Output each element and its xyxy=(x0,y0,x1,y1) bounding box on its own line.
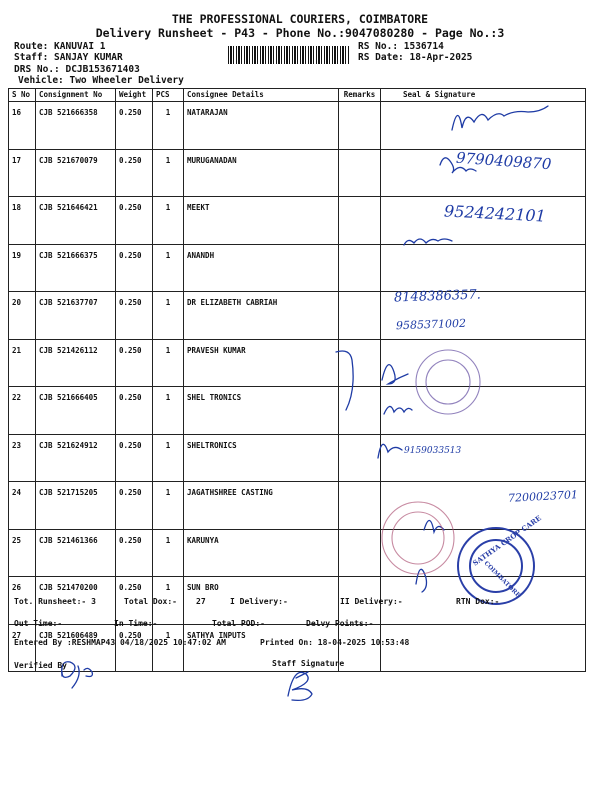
cell-weight: 0.250 xyxy=(116,292,153,340)
printed-on: Printed On: 18-04-2025 10:53:48 xyxy=(260,638,410,647)
cell-sno: 25 xyxy=(9,529,36,577)
handwritten-phone-18: 9524242101 xyxy=(443,201,547,226)
cell-pcs: 1 xyxy=(153,102,184,150)
runsheet-subtitle: Delivery Runsheet - P43 - Phone No.:9047080280 - Page No.:3 xyxy=(95,26,505,40)
cell-consignee: NATARAJAN xyxy=(184,102,339,150)
cell-weight: 0.250 xyxy=(116,339,153,387)
stamp-city: COIMBATORE xyxy=(482,560,522,599)
i-delivery-label: I Delivery:- xyxy=(230,597,288,606)
col-pcs: PCS xyxy=(153,89,184,102)
cell-consignee: SATHYA INPUTS xyxy=(184,624,339,672)
verified-by-label: Verified By xyxy=(14,661,67,670)
cell-pcs: 1 xyxy=(153,149,184,197)
stamp-text: SATHYA CROP CARE xyxy=(470,513,543,568)
cell-consignee: ANANDH xyxy=(184,244,339,292)
vehicle-label: Vehicle: Two Wheeler Delivery xyxy=(18,75,184,86)
out-time-label: Out Time:- xyxy=(14,619,63,628)
cell-weight: 0.250 xyxy=(116,387,153,435)
cell-weight: 0.250 xyxy=(116,529,153,577)
cell-weight: 0.250 xyxy=(116,624,153,672)
signature-row24 xyxy=(378,444,402,458)
cell-pcs: 1 xyxy=(153,624,184,672)
ii-delivery-label: II Delivery:- xyxy=(340,597,403,606)
cell-consignee: SUN BRO xyxy=(184,577,339,625)
cell-consignment: CJB 521670079 xyxy=(36,149,116,197)
total-dox-label: Total Dox:- xyxy=(124,597,177,606)
cell-weight: 0.250 xyxy=(116,197,153,245)
cell-consignment: CJB 521715205 xyxy=(36,482,116,530)
cell-consignment: CJB 521666405 xyxy=(36,387,116,435)
cell-pcs: 1 xyxy=(153,434,184,482)
stamp-sathya xyxy=(458,528,534,604)
rtn-dox-label: RTN Dox:- xyxy=(456,597,500,606)
cell-consignment: CJB 521624912 xyxy=(36,434,116,482)
cell-consignee: PRAVESH KUMAR xyxy=(184,339,339,387)
cell-weight: 0.250 xyxy=(116,482,153,530)
cell-pcs: 1 xyxy=(153,292,184,340)
signature-row16 xyxy=(452,106,548,130)
cell-weight: 0.250 xyxy=(116,149,153,197)
handwritten-phone-24: 9159033513 xyxy=(404,446,462,456)
cell-consignment: CJB 521666375 xyxy=(36,244,116,292)
cell-consignee: SHELTRONICS xyxy=(184,434,339,482)
cell-pcs: 1 xyxy=(153,482,184,530)
cell-consignment: CJB 521461366 xyxy=(36,529,116,577)
staff-signature xyxy=(288,672,312,700)
cell-pcs: 1 xyxy=(153,244,184,292)
cell-pcs: 1 xyxy=(153,529,184,577)
cell-consignee: MURUGANADAN xyxy=(184,149,339,197)
cell-weight: 0.250 xyxy=(116,434,153,482)
col-consignment: Consignment No xyxy=(36,89,116,102)
cell-weight: 0.250 xyxy=(116,102,153,150)
cell-sno: 26 xyxy=(9,577,36,625)
cell-pcs: 1 xyxy=(153,339,184,387)
cell-consignment: CJB 521637707 xyxy=(36,292,116,340)
in-time-label: In Time:- xyxy=(114,619,158,628)
entered-by: Entered By :RESHMAP43 04/18/2025 10:47:02 AM xyxy=(14,638,226,647)
cell-weight: 0.250 xyxy=(116,244,153,292)
cell-consignee: DR ELIZABETH CABRIAH xyxy=(184,292,339,340)
cell-consignment: CJB 521666358 xyxy=(36,102,116,150)
handwritten-phone-20: 8148386357. xyxy=(393,287,482,306)
delivery-points-label: Delvy Points:- xyxy=(306,619,374,628)
cell-pcs: 1 xyxy=(153,387,184,435)
drs-number: DRS No.: DCJB153671403 xyxy=(14,64,140,75)
cell-sno: 20 xyxy=(9,292,36,340)
rs-number: RS No.: 1536714 xyxy=(358,41,444,52)
staff-label: Staff: SANJAY KUMAR xyxy=(14,52,123,63)
col-seal-signature: Seal & Signature xyxy=(381,89,586,102)
cell-consignee: JAGATHSHREE CASTING xyxy=(184,482,339,530)
cell-sno: 21 xyxy=(9,339,36,387)
signature-row19 xyxy=(404,239,452,245)
cell-sno: 16 xyxy=(9,102,36,150)
cell-sno: 24 xyxy=(9,482,36,530)
col-sno: S No xyxy=(9,89,36,102)
cell-pcs: 1 xyxy=(153,577,184,625)
cell-consignment: CJB 521606489 xyxy=(36,624,116,672)
signature-row27 xyxy=(416,569,427,592)
signature-row23 xyxy=(384,406,412,414)
stamp-round-violet xyxy=(416,350,480,414)
cell-sno: 18 xyxy=(9,197,36,245)
cell-pcs: 1 xyxy=(153,197,184,245)
col-remarks: Remarks xyxy=(339,89,381,102)
cell-sno: 22 xyxy=(9,387,36,435)
stamp-round-red xyxy=(382,502,454,574)
signature-row22 xyxy=(336,351,408,410)
col-weight: Weight xyxy=(116,89,153,102)
cell-sno: 17 xyxy=(9,149,36,197)
cell-consignee: SHEL TRONICS xyxy=(184,387,339,435)
company-title: THE PROFESSIONAL COURIERS, COIMBATORE xyxy=(171,12,429,26)
col-consignee: Consignee Details xyxy=(184,89,339,102)
cell-consignee: MEEKT xyxy=(184,197,339,245)
route-label: Route: KANUVAI 1 xyxy=(14,41,106,52)
total-pod-label: Total POD:- xyxy=(212,619,265,628)
cell-consignment: CJB 521646421 xyxy=(36,197,116,245)
total-dox-value: 27 xyxy=(196,597,206,606)
handwritten-phone-17: 9790409870 xyxy=(455,148,552,174)
cell-consignee: KARUNYA xyxy=(184,529,339,577)
total-runsheet: Tot. Runsheet:- 3 xyxy=(14,597,96,606)
handwritten-phone-25: 7200023701 xyxy=(507,488,579,505)
cell-sno: 23 xyxy=(9,434,36,482)
rs-date: RS Date: 18-Apr-2025 xyxy=(358,52,473,63)
cell-sno: 27 xyxy=(9,624,36,672)
cell-sno: 19 xyxy=(9,244,36,292)
handwritten-phone-21: 9585371002 xyxy=(395,316,467,333)
cell-consignment: CJB 521426112 xyxy=(36,339,116,387)
cell-weight: 0.250 xyxy=(116,577,153,625)
staff-signature-label: Staff Signature xyxy=(272,659,345,668)
cell-consignment: CJB 521470200 xyxy=(36,577,116,625)
